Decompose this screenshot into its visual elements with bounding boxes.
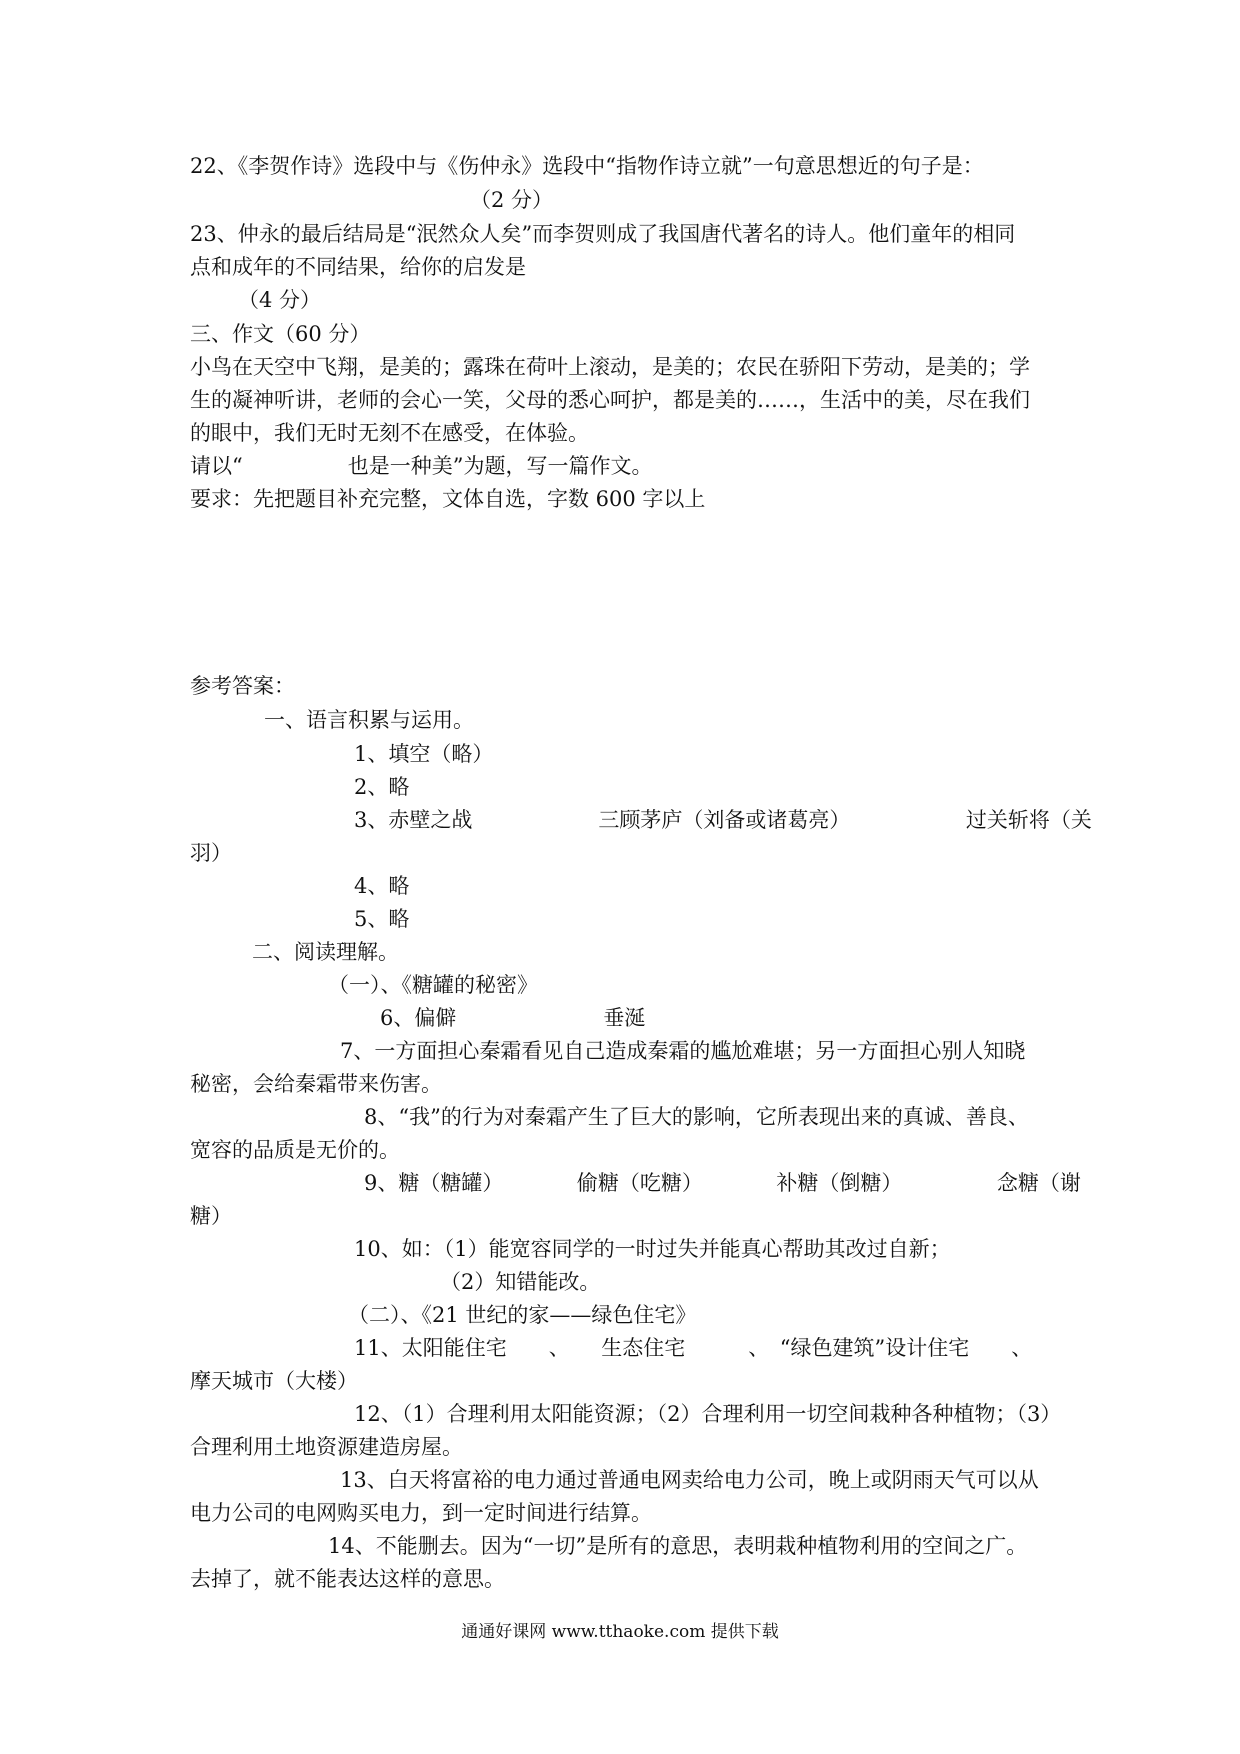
answer-10-cont: （2）知错能改。	[440, 1270, 601, 1294]
composition-prompt-2: 生的凝神听讲，老师的会心一笑，父母的悉心呵护，都是美的……，生活中的美，尽在我们	[190, 388, 1030, 412]
answer-5: 5、略	[354, 907, 410, 931]
answer-10: 10、如：（1）能宽容同学的一时过失并能真心帮助其改过自新；	[354, 1237, 951, 1261]
answer-3-cont: 羽）	[190, 841, 232, 865]
answers-subsection-1-heading: （一）、《糖罐的秘密》	[328, 973, 538, 997]
composition-title-instruction: 请以“ 也是一种美”为题，写一篇作文。	[190, 454, 653, 478]
question-22-score: （2 分）	[470, 188, 554, 212]
question-23: 23、仲永的最后结局是“泯然众人矣”而李贺则成了我国唐代著名的诗人。他们童年的相同	[190, 222, 1016, 246]
composition-prompt-3: 的眼中，我们无时无刻不在感受，在体验。	[190, 421, 589, 445]
answers-part1-heading: 一、语言积累与运用。	[264, 708, 474, 732]
answer-6: 6、偏僻 垂涎	[380, 1006, 646, 1030]
page-footer: 通通好课网 www.tthaoke.com 提供下载	[461, 1622, 779, 1642]
answer-2: 2、略	[354, 775, 410, 799]
answer-3: 3、赤壁之战 三顾茅庐（刘备或诸葛亮） 过关斩将（关	[354, 808, 1092, 832]
section-composition-title: 三、作文（60 分）	[190, 322, 371, 346]
answer-11-cont: 摩天城市（大楼）	[190, 1369, 358, 1393]
question-23-score: （4 分）	[238, 288, 322, 312]
answers-heading: 参考答案：	[190, 674, 295, 698]
answer-7: 7、一方面担心秦霜看见自己造成秦霜的尴尬难堪；另一方面担心别人知晓	[340, 1039, 1026, 1063]
answer-9-cont: 糖）	[190, 1204, 232, 1228]
question-22: 22、《李贺作诗》选段中与《伤仲永》选段中“指物作诗立就”一句意思想近的句子是：	[190, 154, 984, 178]
answer-12-cont: 合理利用土地资源建造房屋。	[190, 1435, 463, 1459]
answers-part2-heading: 二、阅读理解。	[252, 940, 399, 964]
question-23-cont: 点和成年的不同结果，给你的启发是	[190, 255, 526, 279]
answer-11: 11、太阳能住宅 、 生态住宅 、 “绿色建筑”设计住宅 、	[354, 1336, 1033, 1360]
answer-13: 13、白天将富裕的电力通过普通电网卖给电力公司，晚上或阴雨天气可以从	[340, 1468, 1039, 1492]
answer-8-cont: 宽容的品质是无价的。	[190, 1138, 400, 1162]
answer-8: 8、“我”的行为对秦霜产生了巨大的影响，它所表现出来的真诚、善良、	[364, 1105, 1029, 1129]
composition-requirement: 要求：先把题目补充完整，文体自选，字数 600 字以上	[190, 487, 706, 511]
answer-1: 1、填空（略）	[354, 742, 494, 766]
answer-14: 14、不能删去。因为“一切”是所有的意思，表明栽种植物利用的空间之广。	[328, 1534, 1028, 1558]
composition-prompt-1: 小鸟在天空中飞翔，是美的；露珠在荷叶上滚动，是美的；农民在骄阳下劳动，是美的；学	[190, 355, 1030, 379]
answer-13-cont: 电力公司的电网购买电力，到一定时间进行结算。	[190, 1501, 652, 1525]
answer-14-cont: 去掉了，就不能表达这样的意思。	[190, 1567, 505, 1591]
answer-4: 4、略	[354, 874, 410, 898]
answer-12: 12、（1）合理利用太阳能资源；（2）合理利用一切空间栽种各种植物；（3）	[354, 1402, 1062, 1426]
answers-subsection-2-heading: （二）、《21 世纪的家——绿色住宅》	[348, 1303, 697, 1327]
answer-7-cont: 秘密，会给秦霜带来伤害。	[190, 1072, 442, 1096]
answer-9: 9、糖（糖罐） 偷糖（吃糖） 补糖（倒糖） 念糖（谢	[364, 1171, 1081, 1195]
